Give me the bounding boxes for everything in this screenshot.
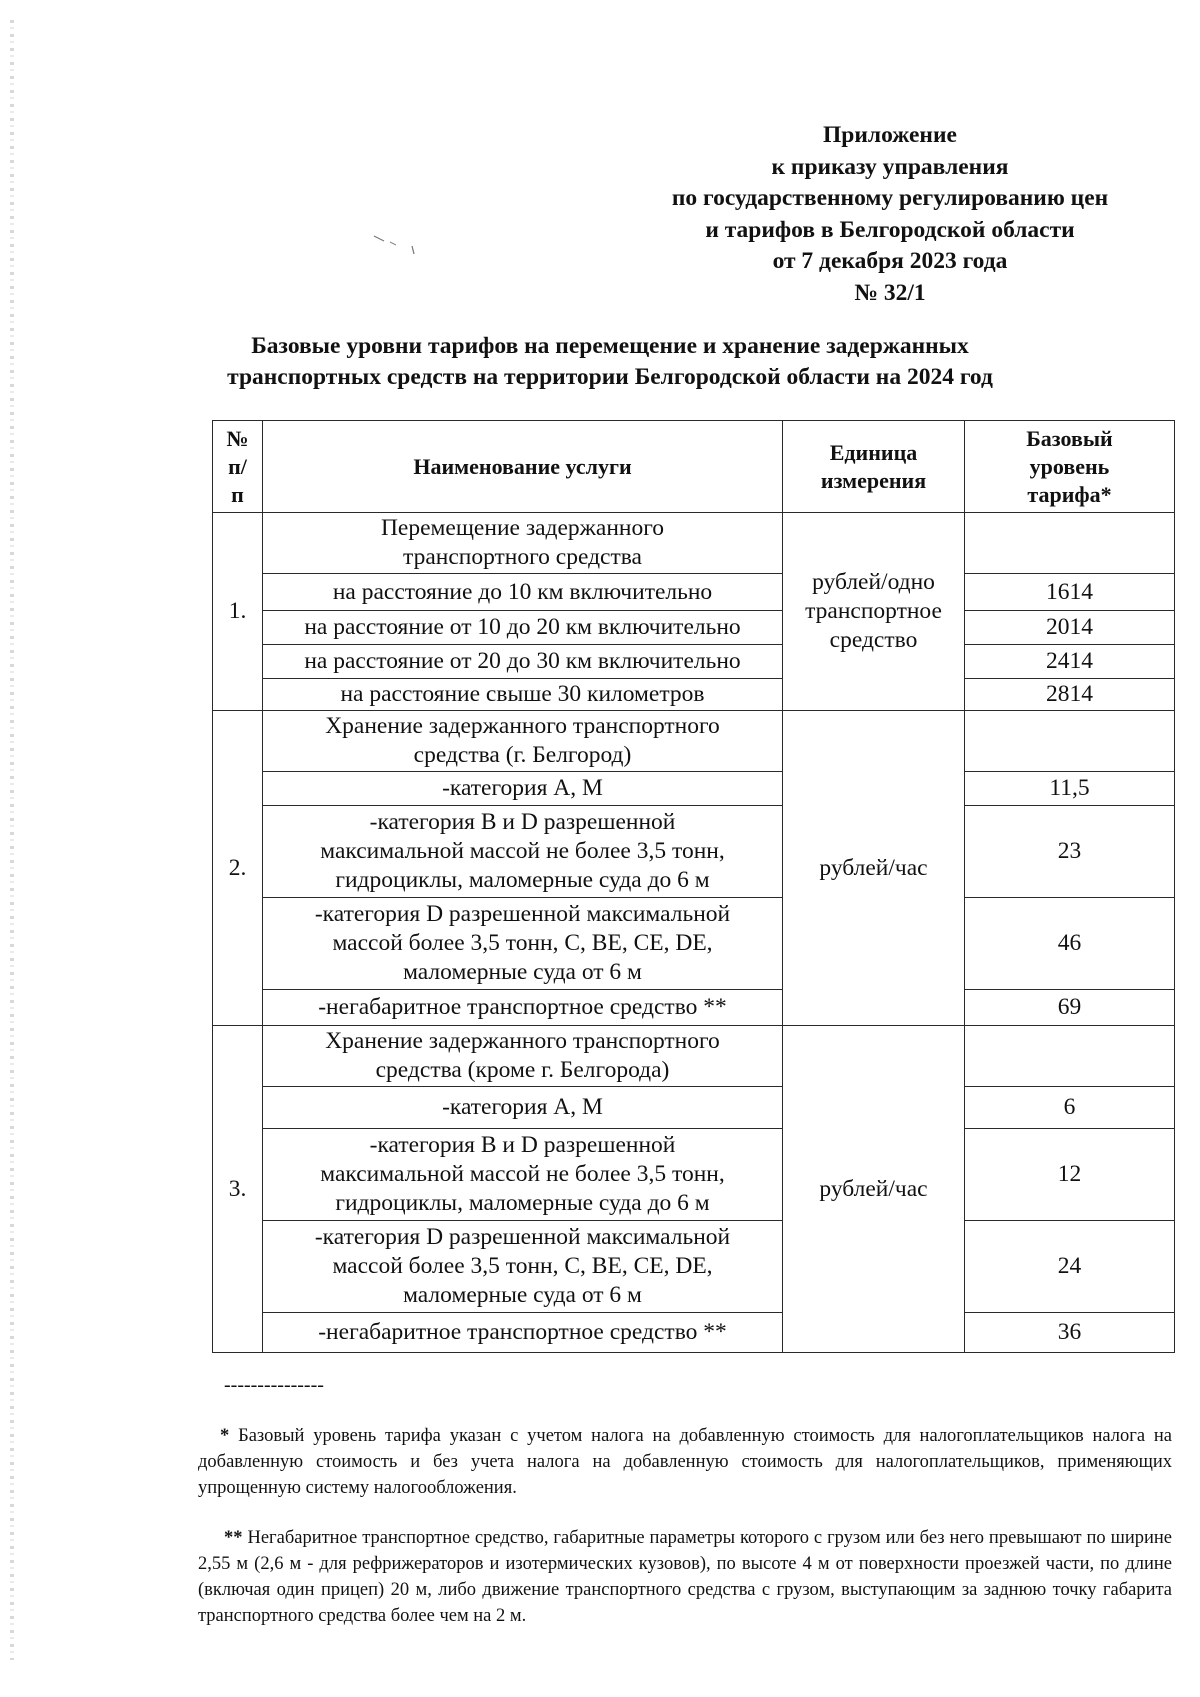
table-row (213, 679, 1175, 711)
tariff-value: 69 (965, 990, 1175, 1026)
unit-cell: рублей/одно транспортное средство (783, 513, 965, 711)
service-name-cell: -категория В и D разрешенной максимальной массой не более 3,5 тонн, гидроциклы, маломерные суда до 6 м (263, 1129, 783, 1221)
service-name-cell: -категория А, М (263, 1087, 783, 1129)
tariff-value: 11,5 (965, 772, 1175, 806)
service-name-cell: -категория D разрешенной максимальной массой более 3,5 тонн, С, ВЕ, СЕ, DE, маломерные суда от 6 м (263, 898, 783, 990)
unit-cell: рублей/час (783, 1026, 965, 1353)
table-row (213, 1087, 1175, 1129)
appendix-order-number: № 32/1 (854, 279, 926, 306)
header-service-name: Наименование услуги (263, 421, 783, 513)
footnote-vat (198, 1423, 1172, 1501)
service-name-cell: -негабаритное транспортное средство ** (263, 1313, 783, 1353)
service-name-cell: на расстояние свыше 30 километров (263, 679, 783, 711)
tariff-value: 36 (965, 1313, 1175, 1353)
empty-value-cell (965, 513, 1175, 574)
footnote-separator: --------------- (224, 1374, 324, 1396)
footnote-text: Негабаритное транспортное средство, габаритные параметры которого с грузом или без него превышают по ширине 2,55 м (2,6 м - для рефрижераторов и изотермических кузовов), по высоте 4 м от поверхности проезжей части, по длине (включая один прицеп) 20 м, либо движение транспортного средства с грузом, выступающим за заднюю точку габарита транспортного средства более чем на 2 м. (198, 1528, 1173, 1626)
tariff-value: 2014 (965, 611, 1175, 645)
table-row (213, 1129, 1175, 1221)
table-row (213, 611, 1175, 645)
service-name-cell: -категория А, М (263, 772, 783, 806)
appendix-line: к приказу управления (771, 153, 1009, 180)
table-row (213, 1313, 1175, 1353)
tariff-value: 12 (965, 1129, 1175, 1221)
table-row (213, 990, 1175, 1026)
tariff-value: 6 (965, 1087, 1175, 1129)
section-title: Перемещение задержанного транспортного средства (263, 513, 783, 574)
unit-cell: рублей/час (783, 711, 965, 1026)
scan-speck-marks (372, 232, 422, 262)
service-name-cell: на расстояние от 10 до 20 км включительно (263, 611, 783, 645)
table-row (213, 1221, 1175, 1313)
tariff-value: 46 (965, 898, 1175, 990)
table-row (213, 772, 1175, 806)
header-number: № п/ п (213, 421, 263, 513)
empty-value-cell (965, 1026, 1175, 1087)
tariff-value: 23 (965, 806, 1175, 898)
table-row (213, 898, 1175, 990)
table-header-row (213, 421, 1175, 513)
document-title-line-1: Базовые уровни тарифов на перемещение и хранение задержанных (251, 333, 969, 359)
header-base-tariff: Базовый уровень тарифа* (965, 421, 1175, 513)
section-number: 3. (213, 1026, 263, 1353)
tariff-table (212, 420, 1175, 1353)
tariff-value: 24 (965, 1221, 1175, 1313)
section-title: Хранение задержанного транспортного средства (г. Белгород) (263, 711, 783, 772)
service-name-cell: -категория D разрешенной максимальной массой более 3,5 тонн, С, ВЕ, СЕ, DE, маломерные суда от 6 м (263, 1221, 783, 1313)
tariff-value: 1614 (965, 574, 1175, 611)
table-row (213, 806, 1175, 898)
appendix-line: от 7 декабря 2023 года (772, 248, 1008, 274)
document-title-line-2: транспортных средств на территории Белгородской области на 2024 год (227, 364, 993, 390)
service-name-cell: на расстояние от 20 до 30 км включительно (263, 645, 783, 679)
appendix-line: и тарифов в Белгородской области (705, 216, 1075, 243)
section-title: Хранение задержанного транспортного средства (кроме г. Белгорода) (263, 1026, 783, 1087)
table-row (213, 645, 1175, 679)
scan-edge-artifact (10, 20, 14, 1660)
section-number: 1. (213, 513, 263, 711)
table-row (213, 711, 1175, 772)
empty-value-cell (965, 711, 1175, 772)
appendix-line: Приложение (823, 122, 957, 148)
footnote-text: Базовый уровень тарифа указан с учетом налога на добавленную стоимость для налогоплательщиков налога на добавленную стоимость и без учета налога на добавленную стоимость для налогоплательщиков, применяющих упрощенную систему налогообложения. (198, 1426, 1173, 1498)
header-unit: Единица измерения (783, 421, 965, 513)
table-row (213, 574, 1175, 611)
footnote-mark: ** (224, 1528, 243, 1548)
appendix-line: по государственному регулированию цен (671, 185, 1109, 211)
footnote-oversized (198, 1525, 1172, 1629)
section-number: 2. (213, 711, 263, 1026)
footnote-mark: * (220, 1426, 230, 1446)
service-name-cell: -категория В и D разрешенной максимальной массой не более 3,5 тонн, гидроциклы, маломерные суда до 6 м (263, 806, 783, 898)
appendix-header (560, 120, 1200, 309)
tariff-value: 2814 (965, 679, 1175, 711)
service-name-cell: -негабаритное транспортное средство ** (263, 990, 783, 1026)
tariff-value: 2414 (965, 645, 1175, 679)
document-title (140, 331, 1080, 393)
service-name-cell: на расстояние до 10 км включительно (263, 574, 783, 611)
table-row (213, 513, 1175, 574)
table-row (213, 1026, 1175, 1087)
